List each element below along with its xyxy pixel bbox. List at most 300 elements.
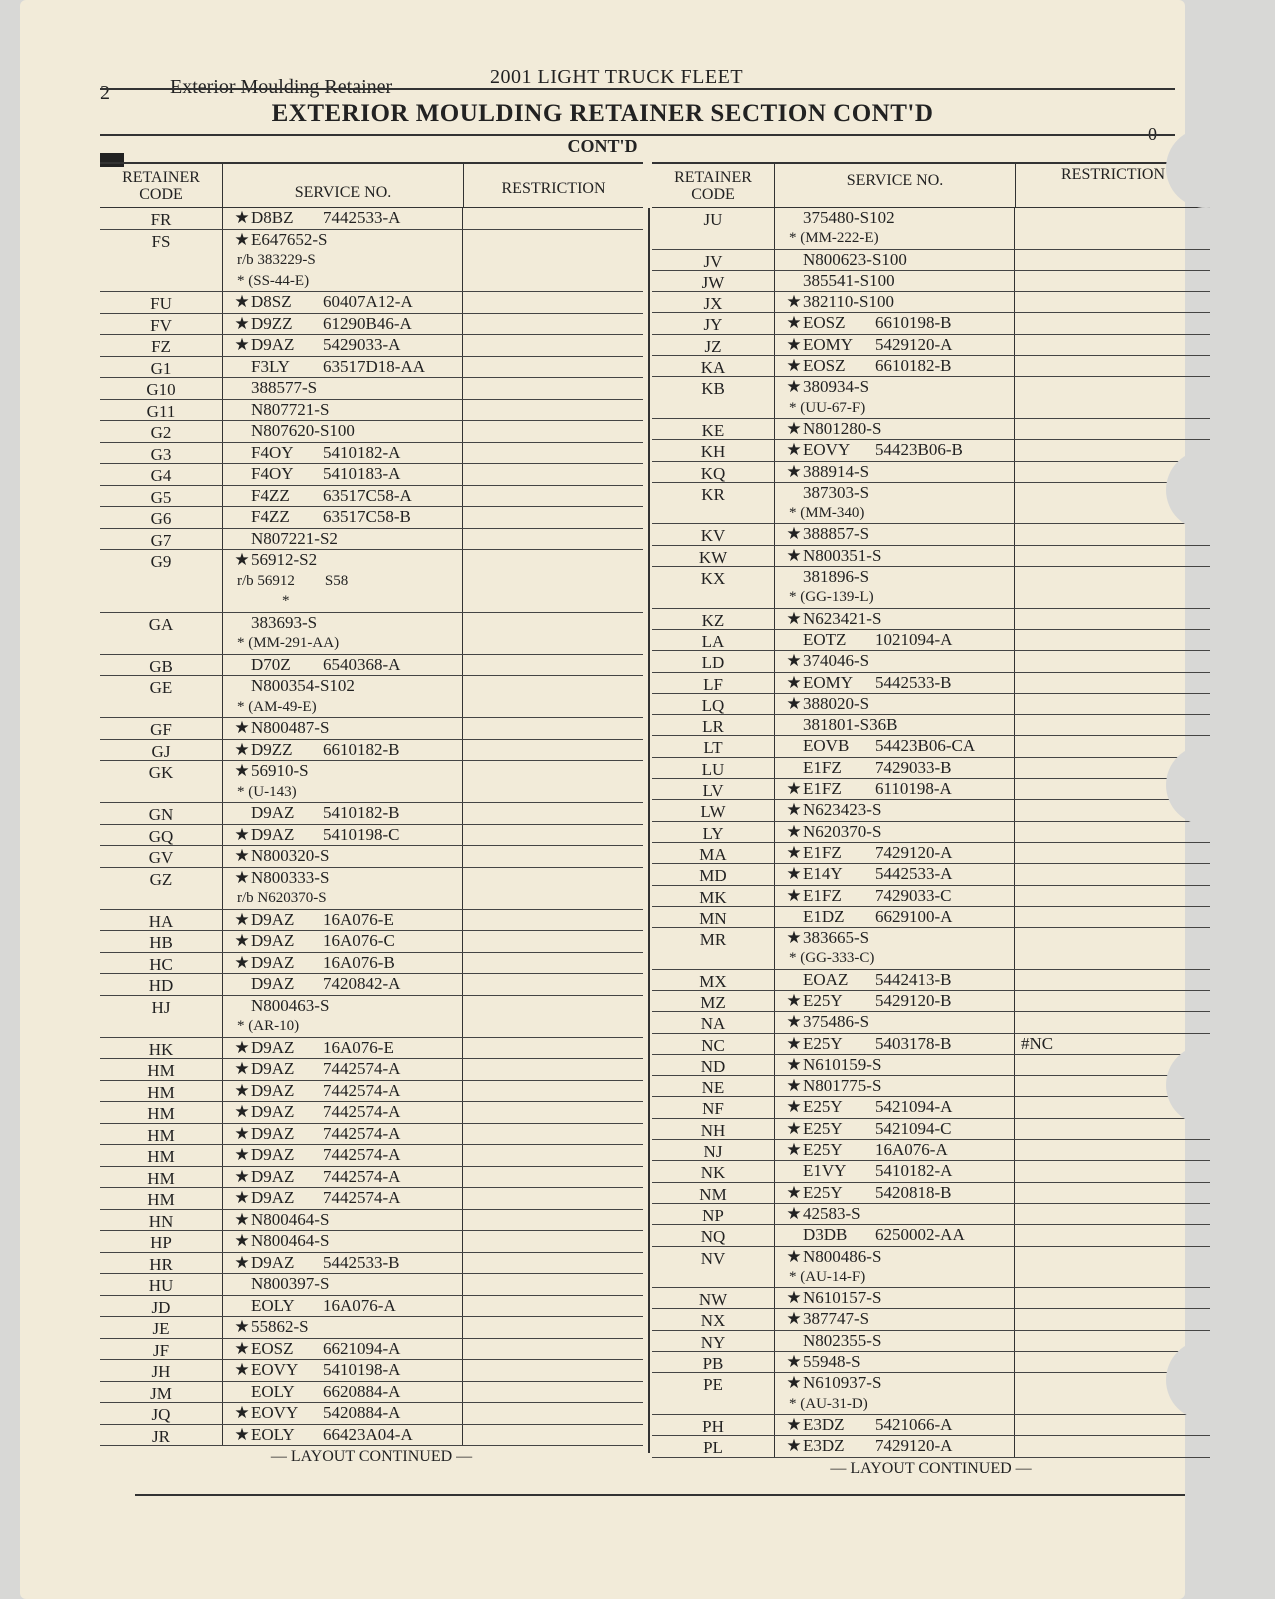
star-icon: [233, 529, 251, 550]
retainer-code: NW: [698, 1290, 728, 1310]
service-number: [233, 529, 462, 550]
right-table-body: [652, 208, 1210, 1458]
service-suffix: 7442574-A: [323, 1188, 401, 1207]
service-number-cell: [222, 803, 462, 824]
table-row: [100, 761, 643, 803]
star-icon: ★: [234, 1231, 250, 1250]
service-suffix: 5410182-B: [323, 803, 400, 822]
service-suffix: 16A076-B: [323, 952, 395, 972]
table-row: [100, 1038, 643, 1060]
service-prefix: N801280-S: [803, 418, 882, 438]
service-number: [785, 843, 1014, 863]
service-suffix: 5429120-A: [875, 334, 953, 354]
service-prefix: 380934-S: [803, 377, 870, 397]
table-row: [100, 550, 643, 613]
service-number: [233, 1296, 462, 1317]
service-number: [785, 1288, 1014, 1308]
star-icon: [785, 1331, 803, 1351]
restriction: [1014, 822, 1210, 842]
service-prefix: EOLY: [251, 1381, 295, 1401]
header-retainer-code: RETAINER CODE: [122, 169, 200, 203]
star-icon: [785, 483, 803, 503]
table-row: [100, 1210, 643, 1232]
table-row: [652, 440, 1210, 461]
service-number-cell: [774, 356, 1014, 376]
service-number: [233, 953, 462, 974]
service-number-cell: [222, 421, 462, 442]
service-number: [233, 910, 462, 931]
service-number-cell: [222, 1317, 462, 1338]
service-suffix: 7442574-A: [323, 1102, 401, 1121]
service-number-cell: [774, 1183, 1014, 1203]
service-number: [785, 524, 1014, 544]
table-row: [652, 694, 1210, 715]
service-number-cell: [222, 761, 462, 802]
retainer-code: FU: [150, 294, 172, 313]
service-number: [233, 1274, 462, 1295]
service-suffix: 60407A12-A: [323, 292, 413, 311]
service-suffix: 63517C58-A: [323, 485, 412, 505]
retainer-code: GA: [148, 614, 174, 634]
service-prefix: EOVY: [251, 1403, 299, 1422]
service-note: * (U-143): [237, 783, 297, 800]
service-number-cell: [774, 1415, 1014, 1435]
table-row: [652, 356, 1210, 377]
restriction: [1014, 356, 1210, 376]
service-number-cell: [222, 931, 462, 952]
table-row: [652, 546, 1210, 567]
service-number-cell: [222, 357, 462, 378]
service-number-cell: [774, 271, 1014, 291]
service-suffix: 16A076-C: [323, 931, 395, 950]
restriction: [462, 953, 643, 974]
service-prefix: 381896-S: [803, 567, 870, 587]
service-number: [785, 483, 1014, 503]
page-title: EXTERIOR MOULDING RETAINER SECTION CONT'D: [271, 100, 934, 127]
table-row: [652, 1309, 1210, 1330]
service-number-cell: [774, 567, 1014, 608]
table-row: [652, 779, 1210, 800]
retainer-code: G4: [150, 466, 172, 485]
service-number: [785, 1076, 1014, 1096]
retainer-code: LW: [700, 802, 726, 822]
service-note: * (MM-291-AA): [237, 635, 340, 651]
left-table-header: [100, 162, 643, 208]
restriction: [1014, 864, 1210, 884]
service-number-cell: [774, 1247, 1014, 1288]
service-number-cell: [774, 907, 1014, 927]
service-number-cell: [774, 440, 1014, 460]
table-row: [652, 822, 1210, 843]
star-icon: ★: [234, 335, 250, 354]
service-number-cell: [222, 486, 462, 507]
service-number-cell: [774, 630, 1014, 650]
restriction: [1014, 886, 1210, 906]
service-prefix: E647652-S: [251, 229, 328, 249]
service-number: [785, 567, 1014, 587]
service-number: [785, 651, 1014, 671]
service-suffix: 16A076-A: [323, 1295, 396, 1315]
service-number: [233, 974, 462, 995]
star-icon: ★: [234, 1188, 250, 1207]
service-note: * (MM-340): [789, 505, 865, 522]
table-row: [100, 443, 643, 465]
service-prefix: E25Y: [803, 1140, 843, 1160]
restriction: [1014, 1247, 1210, 1288]
service-prefix: EOLY: [251, 1424, 295, 1444]
service-suffix: 16A076-E: [323, 1037, 394, 1057]
service-prefix: D9AZ: [251, 1188, 295, 1207]
service-note: * (GG-333-C): [789, 950, 875, 967]
table-row: [100, 421, 643, 443]
service-number: [233, 825, 462, 846]
retainer-code: G10: [146, 380, 176, 399]
service-number: [785, 1204, 1014, 1224]
table-row: [100, 314, 643, 336]
star-icon: ★: [786, 545, 802, 565]
header-retainer-code: RETAINER CODE: [674, 169, 752, 203]
star-icon: ★: [786, 821, 802, 841]
service-suffix: 5420884-A: [323, 1403, 401, 1422]
service-prefix: N620370-S: [803, 821, 882, 841]
restriction: [462, 740, 643, 761]
retainer-code: GB: [149, 656, 173, 676]
table-row: [100, 208, 643, 230]
service-prefix: F3LY: [251, 356, 290, 376]
service-number: [233, 1231, 462, 1252]
service-prefix: EOVY: [803, 440, 851, 460]
service-number-cell: [774, 779, 1014, 799]
service-note: r/b N620370-S: [237, 890, 327, 906]
retainer-code: GJ: [151, 741, 171, 761]
service-number: [785, 1309, 1014, 1329]
retainer-code: HM: [147, 1061, 175, 1080]
star-icon: ★: [786, 928, 802, 948]
star-icon: ★: [786, 885, 802, 905]
table-row: [652, 1288, 1210, 1309]
service-prefix: D9AZ: [251, 1037, 295, 1057]
service-number: [233, 1038, 462, 1059]
restriction: [462, 676, 643, 717]
star-icon: ★: [234, 292, 250, 311]
table-row: [100, 1102, 643, 1124]
service-suffix: 7442574-A: [323, 1123, 401, 1143]
service-prefix: 388577-S: [251, 378, 318, 397]
retainer-code: KZ: [701, 610, 725, 630]
star-icon: [233, 613, 251, 634]
service-number: [785, 462, 1014, 482]
restriction: [462, 1188, 643, 1209]
restriction: [462, 931, 643, 952]
table-row: [652, 1055, 1210, 1076]
service-prefix: N800464-S: [251, 1231, 330, 1250]
restriction: [1014, 524, 1210, 544]
table-row: [652, 907, 1210, 928]
service-suffix: 7429033-B: [875, 757, 952, 777]
star-icon: ★: [234, 1360, 250, 1379]
restriction: [462, 974, 643, 995]
restriction: [462, 1253, 643, 1274]
service-prefix: EOTZ: [803, 629, 847, 649]
table-row: [100, 400, 643, 422]
table-row: [100, 1425, 643, 1447]
service-number: [233, 507, 462, 528]
table-row: [100, 910, 643, 932]
service-prefix: F4ZZ: [251, 507, 290, 526]
table-row: [652, 1373, 1210, 1415]
table-row: [652, 1247, 1210, 1289]
retainer-code: HP: [150, 1233, 172, 1252]
service-number-cell: [774, 800, 1014, 820]
service-prefix: 55862-S: [251, 1317, 309, 1336]
service-prefix: E25Y: [803, 1182, 843, 1202]
star-icon: ★: [786, 1288, 802, 1308]
restriction: [462, 357, 643, 378]
service-number: [233, 1382, 462, 1403]
service-number-cell: [222, 1188, 462, 1209]
service-number-cell: [774, 1076, 1014, 1096]
retainer-code: FS: [151, 231, 171, 251]
service-number: [785, 736, 1014, 756]
service-number: [233, 400, 462, 421]
retainer-code: JD: [151, 1297, 171, 1317]
service-number-cell: [774, 1012, 1014, 1032]
restriction: [462, 1210, 643, 1231]
service-number: [233, 292, 462, 313]
table-row: [100, 1382, 643, 1404]
star-icon: ★: [234, 313, 250, 333]
star-icon: ★: [234, 1166, 250, 1186]
retainer-code: JZ: [704, 336, 722, 356]
service-number: [785, 1119, 1014, 1139]
service-suffix: 7442574-A: [323, 1145, 401, 1164]
service-prefix: N807620-S100: [251, 421, 355, 440]
restriction: [1014, 250, 1210, 270]
service-number: [785, 1415, 1014, 1435]
restriction: [1014, 715, 1210, 735]
service-number-cell: [222, 825, 462, 846]
service-number-cell: [774, 1225, 1014, 1245]
restriction: [462, 1167, 643, 1188]
service-number: [233, 230, 462, 251]
service-note: * (GG-139-L): [789, 589, 874, 606]
service-prefix: 385541-S100: [803, 270, 895, 290]
header-service-no: SERVICE NO.: [774, 164, 1015, 207]
restriction: [462, 1059, 643, 1080]
service-number: [233, 1188, 462, 1209]
table-row: [100, 292, 643, 314]
service-number-cell: [222, 335, 462, 356]
service-prefix: N800320-S: [251, 846, 330, 865]
retainer-code: JY: [703, 315, 723, 335]
service-number: [233, 1360, 462, 1381]
restriction: [462, 1403, 643, 1424]
service-number: [785, 758, 1014, 778]
service-prefix: E1VY: [803, 1161, 847, 1181]
service-prefix: N800464-S: [251, 1209, 330, 1229]
star-icon: ★: [786, 1097, 802, 1117]
left-layout-continued: — LAYOUT CONTINUED —: [270, 1448, 473, 1465]
table-row: [652, 1225, 1210, 1246]
service-number-cell: [222, 1339, 462, 1360]
retainer-code: FZ: [151, 337, 171, 356]
service-number: [785, 250, 1014, 270]
service-number-cell: [222, 443, 462, 464]
restriction: [462, 761, 643, 802]
service-prefix: EOMY: [803, 334, 854, 354]
service-prefix: D8SZ: [251, 292, 292, 311]
service-number: [233, 314, 462, 335]
service-number-cell: [774, 758, 1014, 778]
service-suffix: 5410182-A: [875, 1161, 953, 1181]
service-suffix: 7442574-A: [323, 1166, 401, 1186]
service-suffix: 7429120-A: [875, 842, 953, 862]
restriction: [462, 1081, 643, 1102]
star-icon: ★: [786, 842, 802, 862]
service-suffix: 6110198-A: [875, 779, 952, 799]
service-prefix: E1FZ: [803, 757, 842, 777]
service-number-cell: [774, 1140, 1014, 1160]
service-number: [785, 991, 1014, 1011]
service-prefix: N800487-S: [251, 718, 330, 737]
service-number-cell: [774, 673, 1014, 693]
service-number: [785, 440, 1014, 460]
service-prefix: EOMY: [803, 672, 854, 692]
table-row: [652, 292, 1210, 313]
service-number: [233, 996, 462, 1017]
service-suffix: 6610182-B: [875, 356, 952, 376]
restriction: [462, 464, 643, 485]
service-suffix: 6250002-AA: [875, 1225, 965, 1245]
service-number-cell: [774, 609, 1014, 629]
star-icon: ★: [786, 1076, 802, 1096]
restriction: [462, 655, 643, 676]
service-number: [233, 443, 462, 464]
service-number-cell: [222, 550, 462, 612]
retainer-code: KX: [700, 569, 726, 589]
restriction: [462, 335, 643, 356]
service-suffix: 7442533-A: [323, 208, 401, 227]
table-row: [100, 1167, 643, 1189]
star-icon: ★: [234, 1123, 250, 1143]
table-row: [100, 1274, 643, 1296]
service-number-cell: [222, 1210, 462, 1231]
retainer-code: MA: [699, 844, 727, 864]
service-prefix: 42583-S: [803, 1203, 861, 1223]
service-number-cell: [774, 313, 1014, 333]
service-suffix: 7429033-C: [875, 885, 952, 905]
restriction: [1014, 609, 1210, 629]
service-suffix: 7442574-A: [323, 1080, 401, 1100]
star-icon: ★: [234, 1080, 250, 1100]
star-icon: ★: [786, 1414, 802, 1434]
service-prefix: E3DZ: [803, 1436, 845, 1456]
running-section-title: Exterior Moulding Retainer: [170, 76, 393, 98]
service-number-cell: [774, 335, 1014, 355]
retainer-code: HA: [148, 911, 174, 931]
restriction: [462, 1360, 643, 1381]
service-prefix: 382110-S100: [803, 292, 894, 312]
table-row: [652, 736, 1210, 757]
service-prefix: D9AZ: [251, 824, 295, 844]
restriction: [462, 1124, 643, 1145]
star-icon: [233, 996, 251, 1017]
service-prefix: D9AZ: [251, 1080, 295, 1100]
service-number: [233, 1253, 462, 1274]
service-prefix: EOSZ: [803, 313, 846, 333]
restriction: [1014, 630, 1210, 650]
restriction: [462, 1317, 643, 1338]
service-note: r/b 56912 S58: [237, 572, 349, 589]
star-icon: [233, 378, 251, 399]
star-icon: ★: [786, 1436, 802, 1456]
star-icon: ★: [234, 761, 250, 780]
retainer-code: HN: [148, 1211, 174, 1231]
star-icon: ★: [786, 334, 802, 354]
restriction: [462, 292, 643, 313]
service-suffix: 5410182-A: [323, 442, 401, 462]
service-number-cell: [222, 400, 462, 421]
service-number-cell: [774, 524, 1014, 544]
service-prefix: EOLY: [251, 1295, 295, 1315]
service-number-cell: [774, 377, 1014, 418]
retainer-code: HM: [147, 1125, 175, 1145]
header-service-no: SERVICE NO.: [222, 164, 463, 207]
service-number-cell: [774, 1309, 1014, 1329]
service-prefix: D8BZ: [251, 208, 294, 227]
service-number-cell: [222, 507, 462, 528]
table-row: [100, 825, 643, 847]
retainer-code: LA: [701, 631, 725, 651]
retainer-code: FR: [150, 210, 172, 229]
restriction: [1014, 843, 1210, 863]
service-number: [233, 486, 462, 507]
retainer-code: GF: [150, 720, 172, 739]
service-number: [785, 1373, 1014, 1393]
table-row: [652, 651, 1210, 672]
service-number-cell: [774, 864, 1014, 884]
service-prefix: N800623-S100: [803, 249, 907, 269]
retainer-code: KH: [700, 442, 726, 462]
retainer-code: NV: [700, 1248, 726, 1268]
service-number-cell: [222, 846, 462, 867]
star-icon: ★: [234, 1338, 250, 1358]
service-number-cell: [222, 1059, 462, 1080]
service-number: [233, 655, 462, 676]
retainer-code: HC: [149, 954, 173, 974]
table-row: [100, 1317, 643, 1339]
table-row: [100, 740, 643, 762]
service-prefix: N610937-S: [803, 1373, 882, 1393]
service-prefix: 388020-S: [803, 693, 870, 713]
service-suffix: 7420842-A: [323, 974, 401, 993]
service-number-cell: [222, 1038, 462, 1059]
service-number: [785, 1247, 1014, 1267]
service-prefix: EOSZ: [251, 1338, 294, 1358]
star-icon: ★: [234, 846, 250, 865]
retainer-code: KE: [701, 420, 725, 440]
service-number-cell: [222, 1403, 462, 1424]
service-number: [233, 357, 462, 378]
retainer-code: JE: [152, 1319, 170, 1338]
retainer-code: GZ: [149, 869, 173, 889]
retainer-code: MX: [699, 971, 727, 991]
retainer-code: MN: [699, 908, 727, 928]
table-row: [652, 419, 1210, 440]
restriction: [462, 1382, 643, 1403]
star-icon: ★: [786, 864, 802, 884]
star-icon: ★: [786, 356, 802, 376]
